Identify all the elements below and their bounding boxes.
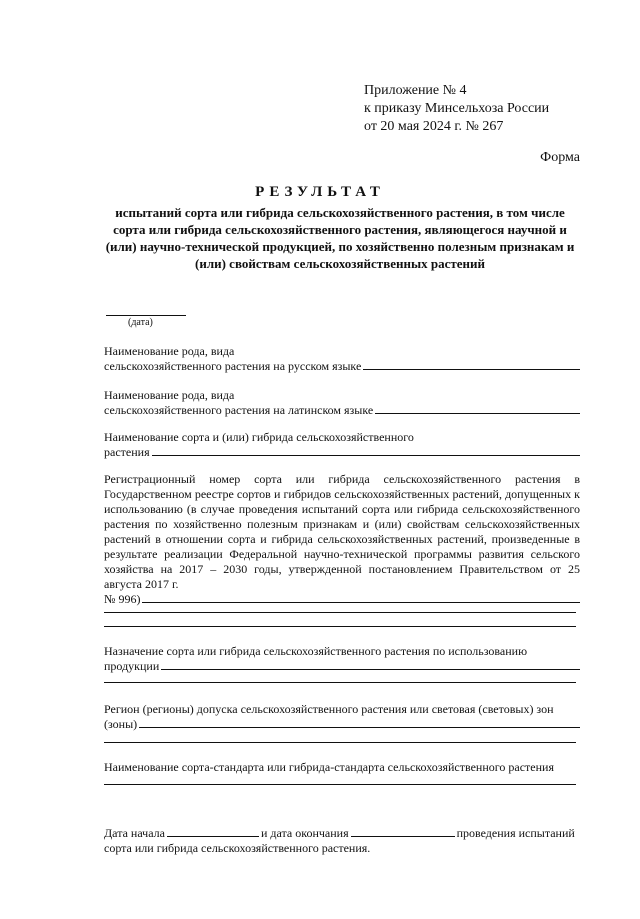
field-genus-lat-label-1: Наименование рода, вида	[104, 388, 235, 402]
field-genus-ru-input-line[interactable]	[363, 359, 580, 370]
field-dates	[104, 826, 580, 856]
document-title: РЕЗУЛЬТАТ	[255, 184, 385, 200]
field-dates-start-label: Дата начала	[104, 826, 165, 840]
form-label: Форма	[540, 150, 580, 165]
field-region-line-2[interactable]	[104, 742, 576, 743]
field-purpose-tail: продукции	[104, 659, 160, 673]
field-genus-lat-label-2: сельскохозяйственного растения на латинском языке	[104, 403, 374, 417]
field-variety	[104, 430, 580, 460]
field-genus-ru	[104, 344, 580, 374]
date-caption: (дата)	[128, 317, 153, 328]
field-dates-end-input[interactable]	[351, 826, 455, 837]
field-region-input-line[interactable]	[139, 717, 580, 728]
field-variety-input-line[interactable]	[152, 445, 580, 456]
field-genus-lat	[104, 388, 580, 418]
field-standard	[104, 760, 580, 775]
field-reg-number	[104, 472, 580, 607]
field-dates-line-2: сорта или гибрида сельскохозяйственного растения.	[104, 841, 371, 855]
field-reg-number-line-3[interactable]	[104, 626, 576, 627]
appendix-date: от 20 мая 2024 г. № 267	[364, 119, 504, 134]
field-variety-label-1: Наименование сорта и (или) гибрида сельскохозяйственного	[104, 430, 414, 444]
field-region	[104, 702, 580, 732]
field-dates-tail: проведения испытаний	[456, 826, 575, 840]
appendix-number: Приложение № 4	[364, 83, 467, 98]
appendix-header	[364, 82, 549, 136]
date-field-line[interactable]	[106, 314, 186, 316]
field-purpose-input-line[interactable]	[161, 659, 580, 670]
field-dates-start-input[interactable]	[167, 826, 259, 837]
field-dates-end-label: и дата окончания	[260, 826, 349, 840]
appendix-order: к приказу Минсельхоза России	[364, 101, 550, 116]
document-subtitle: испытаний сорта или гибрида сельскохозяйственного растения, в том числе сорта или гибрида сельскохозяйственного растения, являющегося научной и (или) научно-технической продукцией, по хозяйственно полезным признакам и (или) свойствам сельскохозяйственных растений	[105, 205, 575, 271]
field-genus-ru-label-1: Наименование рода, вида	[104, 344, 235, 358]
field-region-label: Регион (регионы) допуска сельскохозяйственного растения или световая (световых) зон	[104, 702, 554, 716]
field-purpose	[104, 644, 580, 674]
field-reg-number-label: Регистрационный номер сорта или гибрида сельскохозяйственного растения в Государственном реестре сортов и гибридов сельскохозяйственных растений, допущенных к использованию (в случае проведения испытаний сорта или гибрида сельскохозяйственного растения по хозяйственно полезным признакам и (или) свойствам сельскохозяйственных растений в отношении сорта и гибрида сельскохозяйственных растений, произведенные в результате реализации Федеральной научно-технической программы развития сельского хозяйства на 2017 – 2030 годы, утвержденной постановлением Правительством от 25 августа 2017 г.	[104, 472, 580, 591]
field-standard-input-line[interactable]	[104, 784, 576, 785]
field-genus-ru-label-2: сельскохозяйственного растения на русском языке	[104, 359, 362, 373]
field-genus-lat-input-line[interactable]	[375, 403, 580, 414]
field-purpose-label: Назначение сорта или гибрида сельскохозяйственного растения по использованию	[104, 644, 528, 658]
field-reg-number-tail: № 996)	[104, 592, 141, 606]
field-standard-label: Наименование сорта-стандарта или гибрида-стандарта сельскохозяйственного растения	[104, 760, 554, 774]
field-region-tail: (зоны)	[104, 717, 138, 731]
field-purpose-line-2[interactable]	[104, 682, 576, 683]
field-reg-number-input-line[interactable]	[142, 592, 580, 603]
field-reg-number-line-2[interactable]	[104, 612, 576, 613]
field-variety-label-2: растения	[104, 445, 150, 459]
